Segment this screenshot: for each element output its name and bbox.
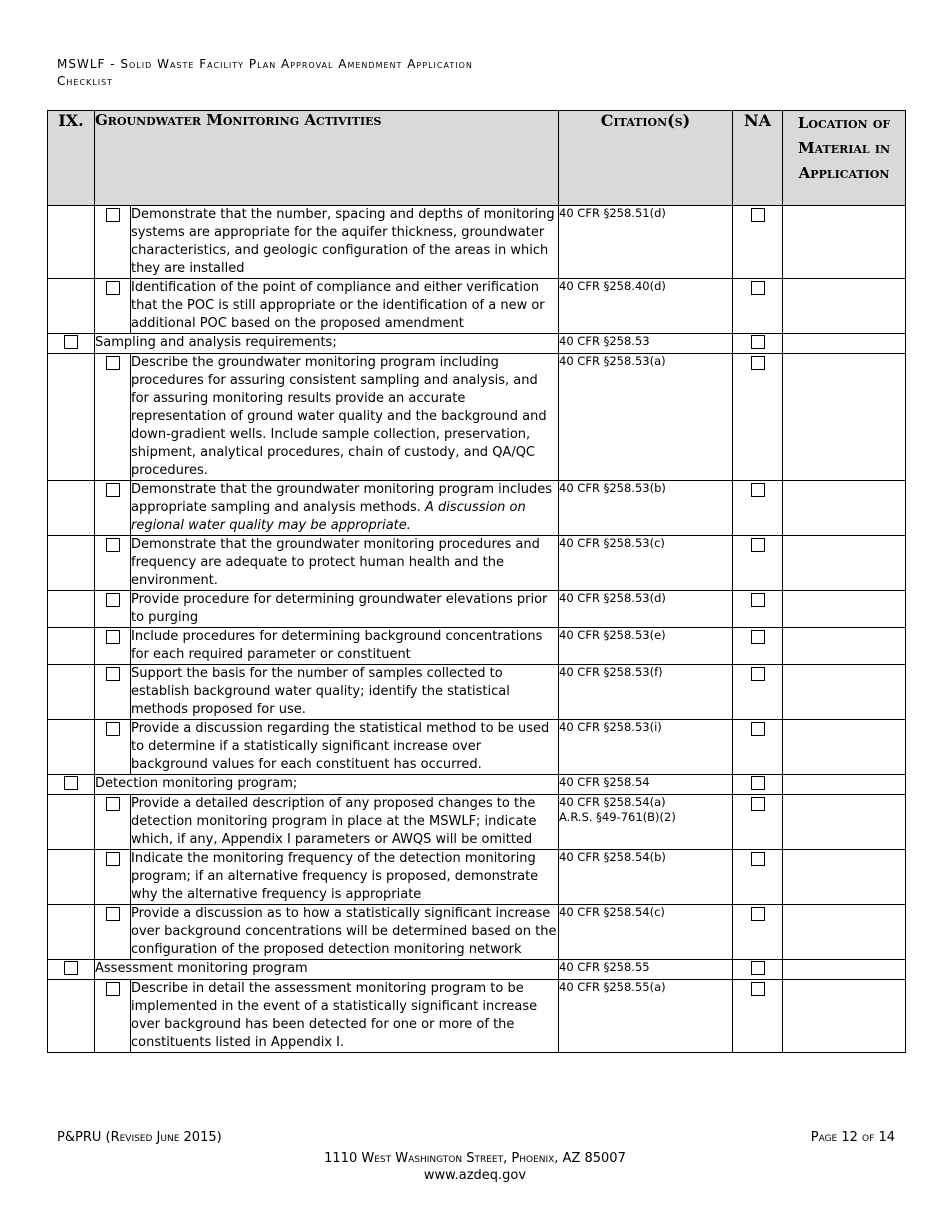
location-cell[interactable] <box>783 665 906 720</box>
item-citation: 40 CFR §258.53(b) <box>559 481 733 536</box>
na-header: NA <box>733 111 783 206</box>
na-checkbox[interactable] <box>751 982 765 996</box>
table-row <box>48 850 906 905</box>
item-checkbox[interactable] <box>106 722 120 736</box>
item-checkbox[interactable] <box>106 630 120 644</box>
table-row <box>48 665 906 720</box>
item-citation: 40 CFR §258.40(d) <box>559 279 733 334</box>
item-checkbox[interactable] <box>106 852 120 866</box>
item-checkbox[interactable] <box>106 281 120 295</box>
item-citation: 40 CFR §258.54(b) <box>559 850 733 905</box>
na-checkbox[interactable] <box>751 538 765 552</box>
item-text: Indicate the monitoring frequency of the detection monitoring program; if an alternative frequency is proposed, demonstrate why the alternative frequency is appropriate <box>131 850 559 905</box>
item-text: Provide procedure for determining groundwater elevations prior to purging <box>131 591 559 628</box>
item-citation: 40 CFR §258.54 <box>559 775 733 795</box>
location-cell[interactable] <box>783 354 906 481</box>
item-citation: 40 CFR §258.53(e) <box>559 628 733 665</box>
item-citation: 40 CFR §258.53(i) <box>559 720 733 775</box>
item-text: Describe in detail the assessment monitoring program to be implemented in the event of a statistically significant increase over background has been detected for one or more of the constituents listed in Appendix I. <box>131 980 559 1053</box>
na-checkbox[interactable] <box>751 722 765 736</box>
item-checkbox[interactable] <box>106 208 120 222</box>
location-cell[interactable] <box>783 536 906 591</box>
item-citation: 40 CFR §258.54(c) <box>559 905 733 960</box>
na-checkbox[interactable] <box>751 667 765 681</box>
item-citation: 40 CFR §258.51(d) <box>559 206 733 279</box>
location-cell[interactable] <box>783 279 906 334</box>
table-row <box>48 795 906 850</box>
location-cell[interactable] <box>783 960 906 980</box>
table-row <box>48 905 906 960</box>
table-row <box>48 354 906 481</box>
table-row <box>48 980 906 1053</box>
table-row <box>48 279 906 334</box>
subsection-checkbox[interactable] <box>64 961 78 975</box>
na-checkbox[interactable] <box>751 852 765 866</box>
item-checkbox[interactable] <box>106 982 120 996</box>
item-text: Describe the groundwater monitoring program including procedures for assuring consistent sampling and analysis, and for assuring monitoring results provide an accurate representation of ground water quality and the background and down-gradient wells. Include sample collection, preservation, shipment, analytical procedures, chain of custody, and QA/QC procedures. <box>131 354 559 481</box>
location-cell[interactable] <box>783 481 906 536</box>
footer-address-block <box>0 1150 950 1184</box>
subsection-text: Sampling and analysis requirements; <box>95 334 559 354</box>
document-header <box>57 56 473 90</box>
na-checkbox[interactable] <box>751 961 765 975</box>
item-text: Demonstrate that the groundwater monitoring program includes appropriate sampling and analysis methods. A discussion on regional water quality may be appropriate. <box>131 481 559 536</box>
location-cell[interactable] <box>783 720 906 775</box>
header-title: MSWLF - Solid Waste Facility Plan Approval Amendment Application <box>57 57 473 71</box>
street-address: 1110 West Washington Street, Phoenix, AZ 85007 <box>324 1151 626 1166</box>
na-checkbox[interactable] <box>751 630 765 644</box>
location-cell[interactable] <box>783 850 906 905</box>
item-checkbox[interactable] <box>106 907 120 921</box>
item-checkbox[interactable] <box>106 356 120 370</box>
location-header: Location of Material in Application <box>783 111 906 206</box>
subsection-text: Assessment monitoring program <box>95 960 559 980</box>
table-row <box>48 481 906 536</box>
item-checkbox[interactable] <box>106 538 120 552</box>
subsection-checkbox[interactable] <box>64 776 78 790</box>
checklist-table <box>47 110 906 1053</box>
section-number: IX. <box>48 111 95 206</box>
item-text: Provide a discussion as to how a statistically significant increase over background concentrations will be determined based on the configuration of the proposed detection monitoring network <box>131 905 559 960</box>
table-row <box>48 720 906 775</box>
item-text: Support the basis for the number of samples collected to establish background water quality; identify the statistical methods proposed for use. <box>131 665 559 720</box>
location-cell[interactable] <box>783 980 906 1053</box>
item-text: Include procedures for determining background concentrations for each required parameter or constituent <box>131 628 559 665</box>
item-checkbox[interactable] <box>106 667 120 681</box>
page-number: Page 12 of 14 <box>810 1130 895 1145</box>
header-subtitle: Checklist <box>57 74 114 88</box>
item-citation: 40 CFR §258.53(a) <box>559 354 733 481</box>
location-cell[interactable] <box>783 628 906 665</box>
item-citation: 40 CFR §258.55(a) <box>559 980 733 1053</box>
na-checkbox[interactable] <box>751 281 765 295</box>
item-citation: 40 CFR §258.55 <box>559 960 733 980</box>
item-citation: 40 CFR §258.53(c) <box>559 536 733 591</box>
na-checkbox[interactable] <box>751 356 765 370</box>
item-citation: 40 CFR §258.53 <box>559 334 733 354</box>
italic-note: A discussion on regional water quality may be appropriate. <box>131 500 526 533</box>
item-checkbox[interactable] <box>106 593 120 607</box>
section-title: Groundwater Monitoring Activities <box>95 111 559 206</box>
na-checkbox[interactable] <box>751 335 765 349</box>
na-checkbox[interactable] <box>751 483 765 497</box>
item-citation: 40 CFR §258.53(d) <box>559 591 733 628</box>
subsection-row <box>48 334 906 354</box>
item-text: Identification of the point of compliance and either verification that the POC is still appropriate or the identification of a new or additional POC based on the proposed amendment <box>131 279 559 334</box>
item-checkbox[interactable] <box>106 797 120 811</box>
citation-header: Citation(s) <box>559 111 733 206</box>
table-header-row <box>48 111 906 206</box>
item-text: Demonstrate that the groundwater monitoring procedures and frequency are adequate to protect human health and the environment. <box>131 536 559 591</box>
table-row <box>48 591 906 628</box>
subsection-checkbox[interactable] <box>64 335 78 349</box>
location-cell[interactable] <box>783 206 906 279</box>
location-cell[interactable] <box>783 775 906 795</box>
na-checkbox[interactable] <box>751 593 765 607</box>
website-link[interactable]: www.azdeq.gov <box>423 1168 527 1183</box>
table-row <box>48 206 906 279</box>
subsection-text: Detection monitoring program; <box>95 775 559 795</box>
table-row <box>48 628 906 665</box>
location-cell[interactable] <box>783 795 906 850</box>
subsection-row <box>48 960 906 980</box>
subsection-row <box>48 775 906 795</box>
table-row <box>48 536 906 591</box>
item-citation: 40 CFR §258.53(f) <box>559 665 733 720</box>
item-checkbox[interactable] <box>106 483 120 497</box>
item-text: Demonstrate that the number, spacing and depths of monitoring systems are appropriate for the aquifer thickness, groundwater characteristics, and geologic configuration of the areas in which they are installed <box>131 206 559 279</box>
na-checkbox[interactable] <box>751 208 765 222</box>
location-cell[interactable] <box>783 334 906 354</box>
location-cell[interactable] <box>783 905 906 960</box>
item-text: Provide a detailed description of any proposed changes to the detection monitoring program in place at the MSWLF; indicate which, if any, Appendix I parameters or AWQS will be omitted <box>131 795 559 850</box>
na-checkbox[interactable] <box>751 907 765 921</box>
na-checkbox[interactable] <box>751 797 765 811</box>
revision-label: P&PRU (Revised June 2015) <box>57 1130 222 1145</box>
item-text: Provide a discussion regarding the statistical method to be used to determine if a statistically significant increase over background values for each constituent has occurred. <box>131 720 559 775</box>
item-citation: 40 CFR §258.54(a) A.R.S. §49-761(B)(2) <box>559 795 733 850</box>
na-checkbox[interactable] <box>751 776 765 790</box>
location-cell[interactable] <box>783 591 906 628</box>
